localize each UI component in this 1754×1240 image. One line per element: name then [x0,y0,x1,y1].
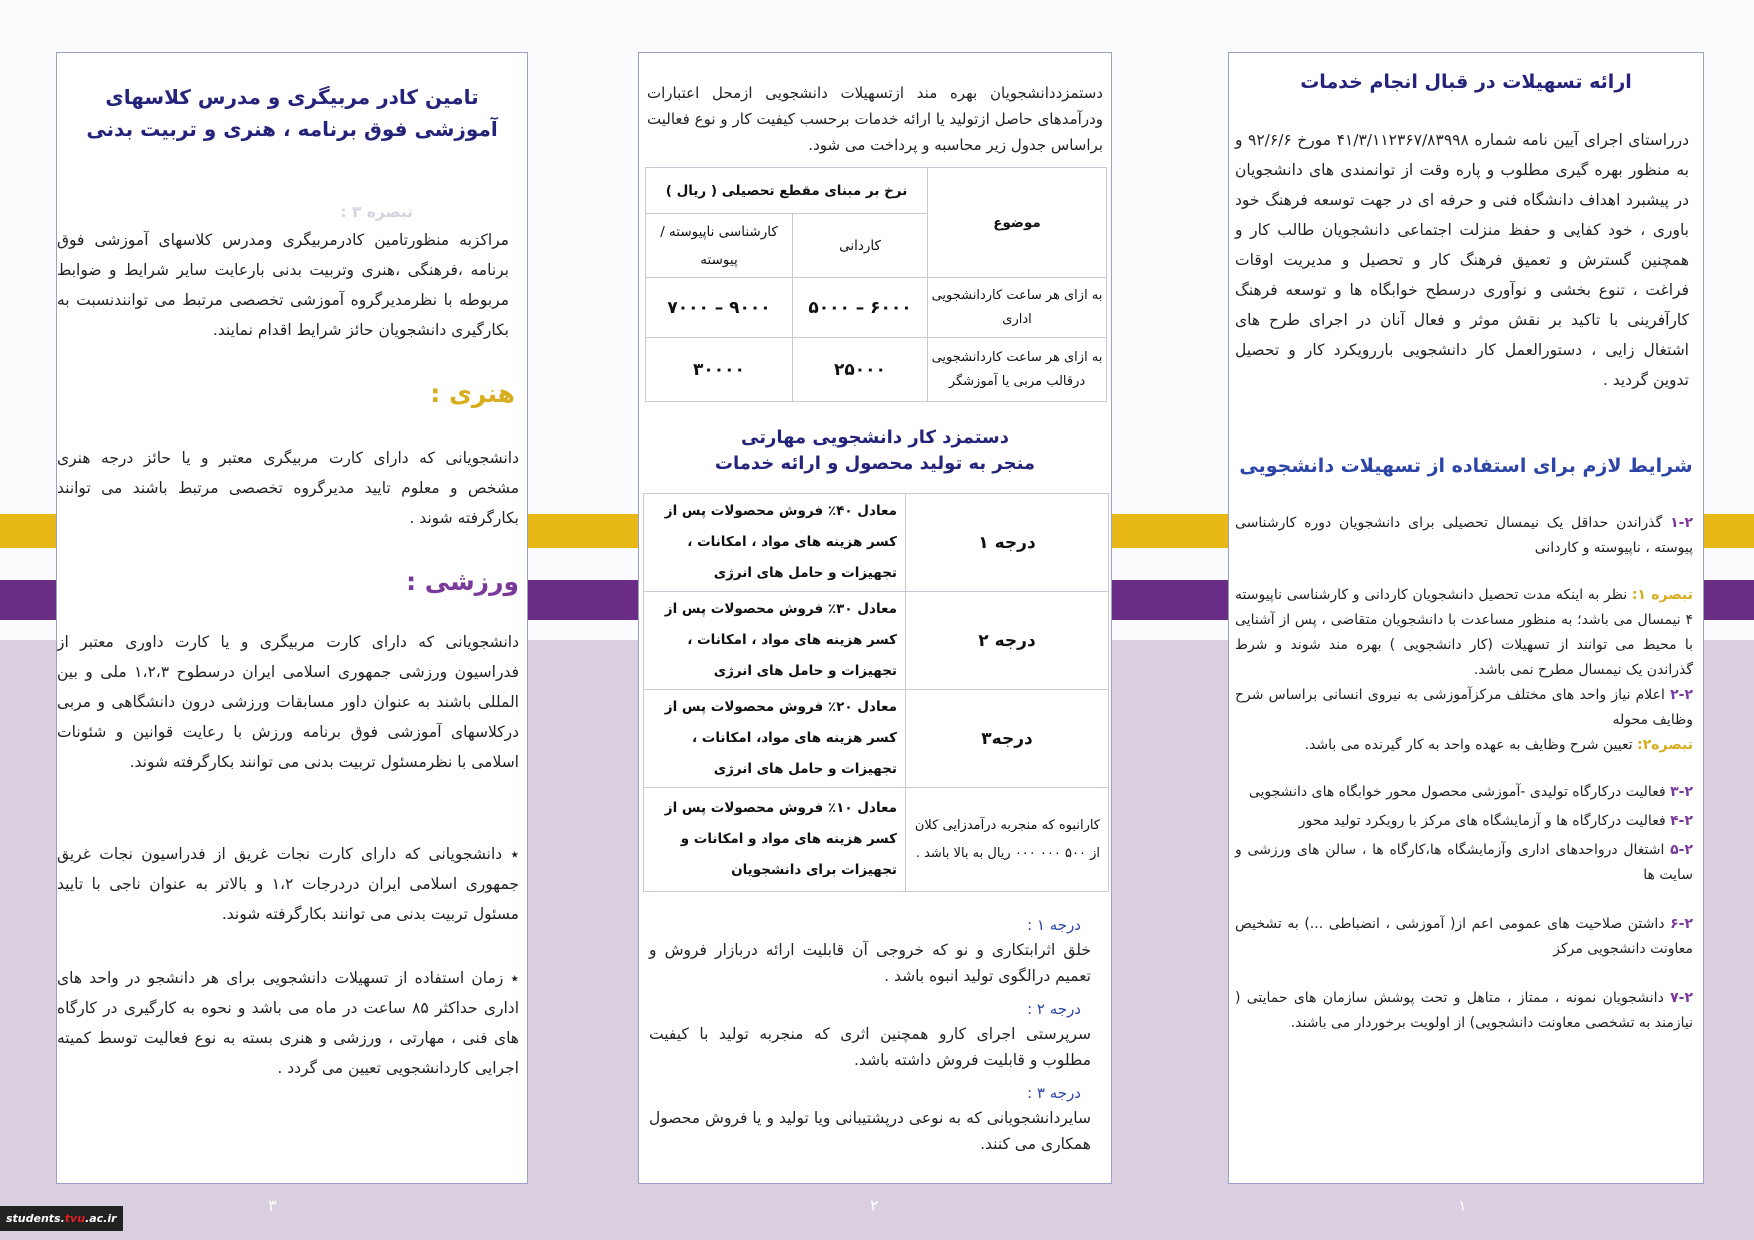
item9-text: دانشجویان نمونه ، ممتاز ، متاهل و تحت پوشش سازمان های حمایتی ( نیازمند به تشخصی معاونت دانشجویی) از اولویت برخوردار می باشند. [1235,990,1693,1031]
level1-name: درجه ۱ [906,494,1109,592]
table-row [644,592,1109,690]
level2-desc: معادل ۳۰٪ فروش محصولات پس از کسر هزینه های مواد ، امکانات ، تجهیزات و حامل های انرژی [644,592,906,690]
panel1-intro: درراستای اجرای آیین نامه شماره ۴۱/۳/۱۱۲۳۶۷/۸۳۹۹۸ مورخ ۹۲/۶/۶ و به منظور بهره گیری مطلوب و پاره وقت از توانمندی های دانشجویان در پیشبرد اهداف دانشگاه فنی و حرفه ای در جهت توسعه فرهنگ خود باوری ، خود کفایی و حفظ منزلت اجتماعی دانشجویان طالب کار و همچنین گسترش و تعمیق فرهنگ کار و تحصیل و مدیریت اوقات فراغت ، تنوع بخشی و نوآوری درسطح خوابگاه ها و توسعه فرهنگ کارآفرینی با تاکید بر نقش موثر و فعال آنان در اجرای طرح های اشتغال زایی ، دستورالعمل کار دانشجویی باررویکرد کار و تحصیل تدوین گردید . [1235,131,1689,389]
item8-text: داشتن صلاحیت های عمومی اعم از( آموزشی ، انضباطی ...) به تشخیص معاونت دانشجویی مرکز [1235,916,1693,957]
rate-col-kardani: کاردانی [793,214,928,278]
list-item [1235,912,1693,962]
note3-block [57,199,509,345]
panel-coaching [56,52,528,1184]
item9-num: ۷-۲ [1670,990,1693,1006]
rate-header-subject: موضوع [928,168,1107,278]
list-item [1235,809,1693,834]
item4-text: تعیین شرح وظایف به عهده واحد به کار گیرنده می باشد. [1304,737,1633,753]
table-row [644,690,1109,788]
item3-num: ۲-۲ [1670,687,1693,703]
panel1-title: ارائه تسهیلات در قبال انجام خدمات [1300,71,1632,93]
sport-text: دانشجویانی که دارای کارت مربیگری و یا کارت داوری معتبر از فدراسیون ورزشی جمهوری اسلامی ایران درسطوح ۱،۲،۳ ملی و بین المللی باشند به عنوان داور مسابقات ورزشی درون دانشگاهی و مربی درکلاسهای آموزشی فوق برنامه ورزش با رعایت قوانین و شئونات اسلامی با نظرمسئول تربیت بدنی می توانند بکارگرفته شوند. [57,633,519,771]
level3-name: درجه۳ [906,690,1109,788]
panel-facilities [1228,52,1704,1184]
wages-intro: دستمزددانشجویان بهره مند ازتسهیلات دانشجویی ازمحل اعتبارات ودرآمدهای حاصل ازتولید یا ارائه خدمات برحسب کیفیت کار و نوع فعالیت براساس جدول زیر محاسبه و پرداخت می شود. [647,84,1103,154]
rate-row1-kardani: ۶۰۰۰ – ۵۰۰۰ [793,278,928,338]
list-item [1235,986,1693,1036]
art-text: دانشجویانی که دارای کارت مربیگری معتبر و یا حائز درجه هنری مشخص و معلوم تایید مدیرگروه تخصصی مرتبط باشند می توانند بکارگرفته شوند . [57,449,519,527]
list-item [1235,683,1693,733]
conditions-title: شرایط لازم برای استفاده از تسهیلات دانشجویی [1239,455,1693,477]
panel3-title-line1: تامین کادر مربیگری و مدرس کلاسهای [105,85,479,109]
rate-row1-karshenasi: ۹۰۰۰ – ۷۰۰۰ [646,278,793,338]
item5-num: ۳-۲ [1670,784,1693,800]
levels-table [643,493,1109,892]
list-item [1235,780,1693,805]
list-item [1235,838,1693,888]
note-level3-label: درجه ۳ : [1027,1084,1081,1102]
logo-brand: tvu [64,1212,86,1225]
rate-row2-subject: به ازای هر ساعت کاردانشجویی درقالب مربی یا آموزشگر [928,338,1107,402]
rate-col-karshenasi: کارشناسی ناپیوسته / پیوسته [646,214,793,278]
level4-name: کارانبوه که منجربه درآمدزایی کلان از ۵۰۰ ۰۰۰ ۰۰۰ ریال به بالا باشد . [906,788,1109,892]
rate-row2-karshenasi: ۳۰۰۰۰ [646,338,793,402]
wage-title-line1: دستمزد کار دانشجویی مهارتی [740,427,1009,448]
item5-text: فعالیت درکارگاه تولیدی -آموزشی محصول محور خوابگاه های دانشجویی [1248,784,1666,800]
hours-text: ٭ زمان استفاده از تسهیلات دانشجویی برای هر دانشجو در واحد های اداری حداکثر ۸۵ ساعت در ماه می باشد و نحوه به کارگیری در کارگاه های فنی ، مهارتی ، ورزشی و هنری بسته به نوع فعالیت توسط کمیته اجرایی کاردانشجویی تعیین می گردد . [57,969,520,1077]
item7-num: ۵-۲ [1670,842,1693,858]
panel3-title [77,81,507,145]
level3-desc: معادل ۲۰٪ فروش محصولات پس از کسر هزینه های مواد، امکانات ، تجهیزات و حامل های انرژی [644,690,906,788]
note-level3 [649,1081,1101,1157]
note3-label: تبصره ۳ : [340,203,413,221]
item6-num: ۴-۲ [1670,813,1693,829]
item7-text: اشتغال درواحدهای اداری وآزمایشگاه ها،کارگاه ها ، سالن های ورزشی و سایت ها [1235,842,1693,883]
note-level2 [649,997,1101,1073]
table-row [646,278,1107,338]
level-notes [649,913,1101,1157]
item4-num: تبصره۲: [1637,737,1693,753]
level2-name: درجه ۲ [906,592,1109,690]
list-item [1235,511,1693,561]
note-level2-label: درجه ۲ : [1027,1000,1081,1018]
wage-title-line2: منجر به تولید محصول و ارائه خدمات [714,453,1036,474]
table-row [644,494,1109,592]
note-level2-text: سرپرستی اجرای کارو همچنین اثری که منجربه تولید با کیفیت مطلوب و قابلیت فروش داشته باشد. [649,1025,1091,1069]
conditions-list [1235,511,1693,1036]
table-row [646,338,1107,402]
list-item [1235,733,1693,758]
page-number-2: ۲ [870,1196,879,1215]
list-item [1235,583,1693,683]
panel-wages [638,52,1112,1184]
panel3-title-line2: آموزشی فوق برنامه ، هنری و تربیت بدنی [86,117,498,141]
logo-suffix: .ac.ir [85,1212,117,1225]
sport-heading: ورزشی : [406,567,519,596]
rate-table [645,167,1107,402]
item8-num: ۶-۲ [1670,916,1693,932]
wage-title [649,425,1101,477]
item6-text: فعالیت درکارگاه ها و آزمایشگاه های مرکز با رویکرد تولید محور [1298,813,1666,829]
logo-prefix: students. [6,1212,65,1225]
item3-text: اعلام نیاز واحد های مختلف مرکزآموزشی به نیروی انسانی براساس شرح وظایف محوله [1235,687,1693,728]
rate-row2-kardani: ۲۵۰۰۰ [793,338,928,402]
lifeguard-text: ٭ دانشجویانی که دارای کارت نجات غریق از فدراسیون نجات غریق جمهوری اسلامی ایران دردرجات ۱،۲ و بالاتر به عنوان ناجی با تایید مسئول تربیت بدنی می توانند بکارگرفته شوند. [57,845,519,923]
rate-header-main: نرخ بر مبنای مقطع تحصیلی ( ریال ) [646,168,928,214]
page-number-1: ۱ [1458,1196,1467,1215]
item1-num: ۱-۲ [1670,515,1693,531]
note-level1-label: درجه ۱ : [1027,916,1081,934]
table-row [644,788,1109,892]
note-level1 [649,913,1101,989]
note3-text: مراکزبه منظورتامین کادرمربیگری ومدرس کلاسهای آموزشی فوق برنامه ،فرهنگی ،هنری وتربیت بدنی بارعایت سایر شرایط و ضوابط مربوطه با نظرمدیرگروه آموزشی تخصصی مرتبط می توانندنسبت به بکارگیری دانشجویان حائز شرایط اقدام نمایند. [57,231,509,339]
note-level3-text: سایردانشجویانی که به نوعی درپشتیبانی ویا تولید و یا فروش محصول همکاری می کنند. [649,1109,1091,1153]
item1-text: گذراندن حداقل یک نیمسال تحصیلی برای دانشجویان دوره کارشناسی پیوسته ، ناپیوسته و کاردانی [1235,515,1693,556]
rate-row1-subject: به ازای هر ساعت کاردانشجویی اداری [928,278,1107,338]
note-level1-text: خلق اثرابتکاری و نو که خروجی آن قابلیت ارائه دربازار فروش و تعمیم درالگوی تولید انبوه باشد . [649,941,1091,985]
art-heading: هنری : [430,379,515,408]
item2-text: نظر به اینکه مدت تحصیل دانشجویان کاردانی و کارشناسی ناپیوسته ۴ نیمسال می باشد؛ به منظور مساعدت با دانشجویان متقاضی ، پس از آشنایی با محیط می توانند از تسهیلات (کار دانشجویی ) بهره مند شوند و شرط گذراندن یک نیمسال مطرح نمی باشد. [1235,587,1693,678]
site-logo[interactable] [0,1206,123,1231]
level1-desc: معادل ۴۰٪ فروش محصولات پس از کسر هزینه های مواد ، امکانات ، تجهیزات و حامل های انرژی [644,494,906,592]
level4-desc: معادل ۱۰٪ فروش محصولات پس از کسر هزینه های مواد و امکانات و تجهیزات برای دانشجویان [644,788,906,892]
item2-num: تبصره ۱: [1631,587,1693,603]
page-number-3: ۳ [268,1196,277,1215]
